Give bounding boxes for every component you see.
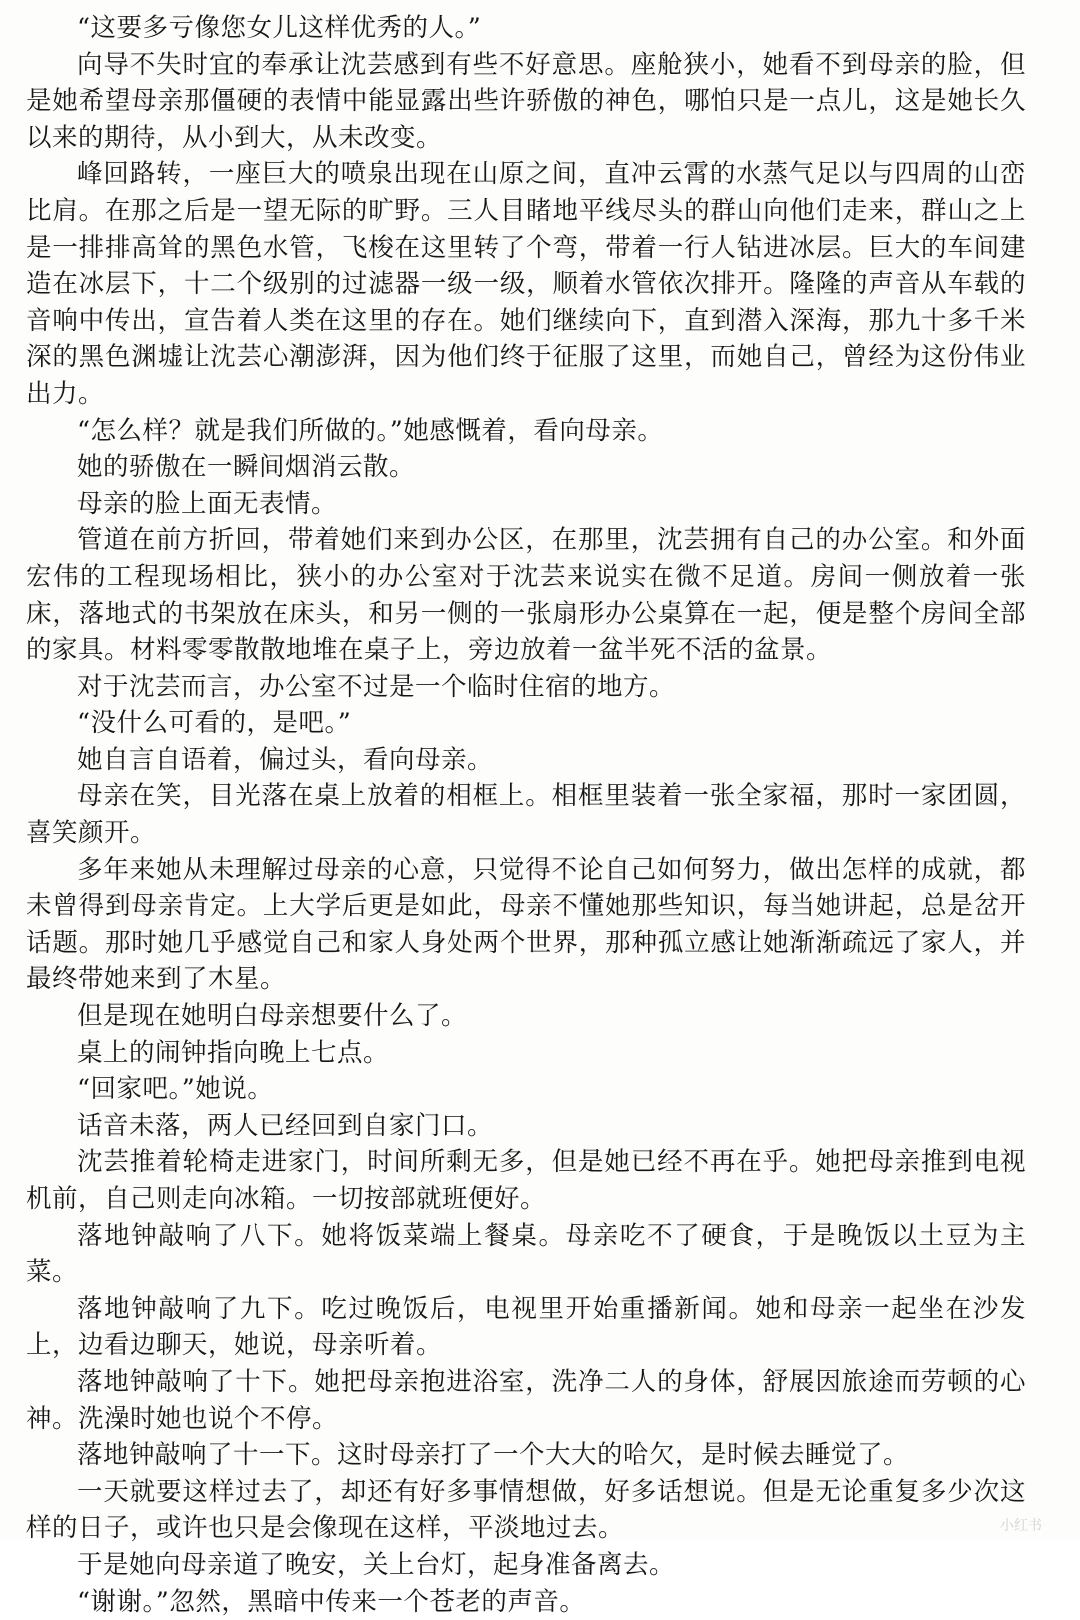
paragraph: 对于沈芸而言，办公室不过是一个临时住宿的地方。 [77, 671, 676, 702]
paragraph: 向导不失时宜的奉承让沈芸感到有些不好意思。座舱狭小，她看不到母亲的脸，但是她希望母亲那僵硬的表情中能显露出些许骄傲的神色，哪怕只是一点儿，这是她长久以来的期待，从小到大，从未改变。 [26, 49, 1026, 153]
paragraph: 她自言自语着，偏过头，看向母亲。 [77, 744, 494, 775]
paragraph: “这要多亏像您女儿这样优秀的人。” [77, 13, 482, 43]
paragraph: 落地钟敲响了九下。吃过晚饭后，电视里开始重播新闻。她和母亲一起坐在沙发上，边看边聊天，她说，母亲听着。 [26, 1293, 1026, 1361]
paragraph: 落地钟敲响了十下。她把母亲抱进浴室，洗净二人的身体，舒展因旅途而劳顿的心神。洗澡时她也说个不停。 [26, 1366, 1026, 1434]
story-text [26, 10, 1026, 1620]
paragraph: 母亲的脸上面无表情。 [77, 488, 338, 519]
paragraph: 峰回路转，一座巨大的喷泉出现在山原之间，直冲云霄的水蒸气足以与四周的山峦比肩。在那之后是一望无际的旷野。三人目睹地平线尽头的群山向他们走来，群山之上是一排排高耸的黑色水管，飞梭在这里转了个弯，带着一行人钻进冰层。巨大的车间建造在冰层下，十二个级别的过滤器一级一级，顺着水管依次排开。隆隆的声音从车载的音响中传出，宣告着人类在这里的存在。她们继续向下，直到潜入深海，那九十多千米深的黑色渊墟让沈芸心潮澎湃，因为他们终于征服了这里，而她自己，曾经为这份伟业出力。 [26, 159, 1026, 409]
paragraph: 多年来她从未理解过母亲的心意，只觉得不论自己如何努力，做出怎样的成就，都未曾得到母亲肯定。上大学后更是如此，母亲不懂她那些知识，每当她讲起，总是岔开话题。那时她几乎感觉自己和家人身处两个世界，那种孤立感让她渐渐疏远了家人，并最终带她来到了木星。 [26, 854, 1026, 995]
paragraph: 母亲在笑，目光落在桌上放着的相框上。相框里装着一张全家福，那时一家团圆，喜笑颜开。 [26, 781, 1026, 849]
paragraph: 但是现在她明白母亲想要什么了。 [77, 1001, 468, 1032]
paragraph: 话音未落，两人已经回到自家门口。 [77, 1110, 494, 1141]
paragraph: 落地钟敲响了十一下。这时母亲打了一个大大的哈欠，是时候去睡觉了。 [77, 1440, 910, 1471]
paragraph: 桌上的闹钟指向晚上七点。 [77, 1037, 390, 1068]
paragraph: 落地钟敲响了八下。她将饭菜端上餐桌。母亲吃不了硬食，于是晚饭以土豆为主菜。 [26, 1220, 1026, 1288]
paragraph: 沈芸推着轮椅走进家门，时间所剩无多，但是她已经不再在乎。她把母亲推到电视机前，自己则走向冰箱。一切按部就班便好。 [26, 1147, 1026, 1214]
paragraph: 于是她向母亲道了晚安，关上台灯，起身准备离去。 [77, 1549, 676, 1580]
paragraph: 一天就要这样过去了，却还有好多事情想做，好多话想说。但是无论重复多少次这样的日子，或许也只是会像现在这样，平淡地过去。 [26, 1476, 1026, 1544]
paragraph: 她的骄傲在一瞬间烟消云散。 [77, 452, 416, 483]
paragraph: “没什么可看的，是吧。” [77, 708, 352, 739]
paragraph: 管道在前方折回，带着她们来到办公区，在那里，沈芸拥有自己的办公室。和外面宏伟的工程现场相比，狭小的办公室对于沈芸来说实在微不足道。房间一侧放着一张床，落地式的书架放在床头，和另一侧的一张扇形办公桌算在一起，便是整个房间全部的家具。材料零零散散地堆在桌子上，旁边放着一盆半死不活的盆景。 [26, 525, 1026, 666]
paragraph: “回家吧。”她说。 [77, 1074, 274, 1105]
paragraph: “怎么样？就是我们所做的。”她感慨着，看向母亲。 [77, 415, 664, 446]
paragraph: “谢谢。”忽然，黑暗中传来一个苍老的声音。 [77, 1586, 586, 1617]
watermark: 小红书 [1000, 1518, 1042, 1534]
